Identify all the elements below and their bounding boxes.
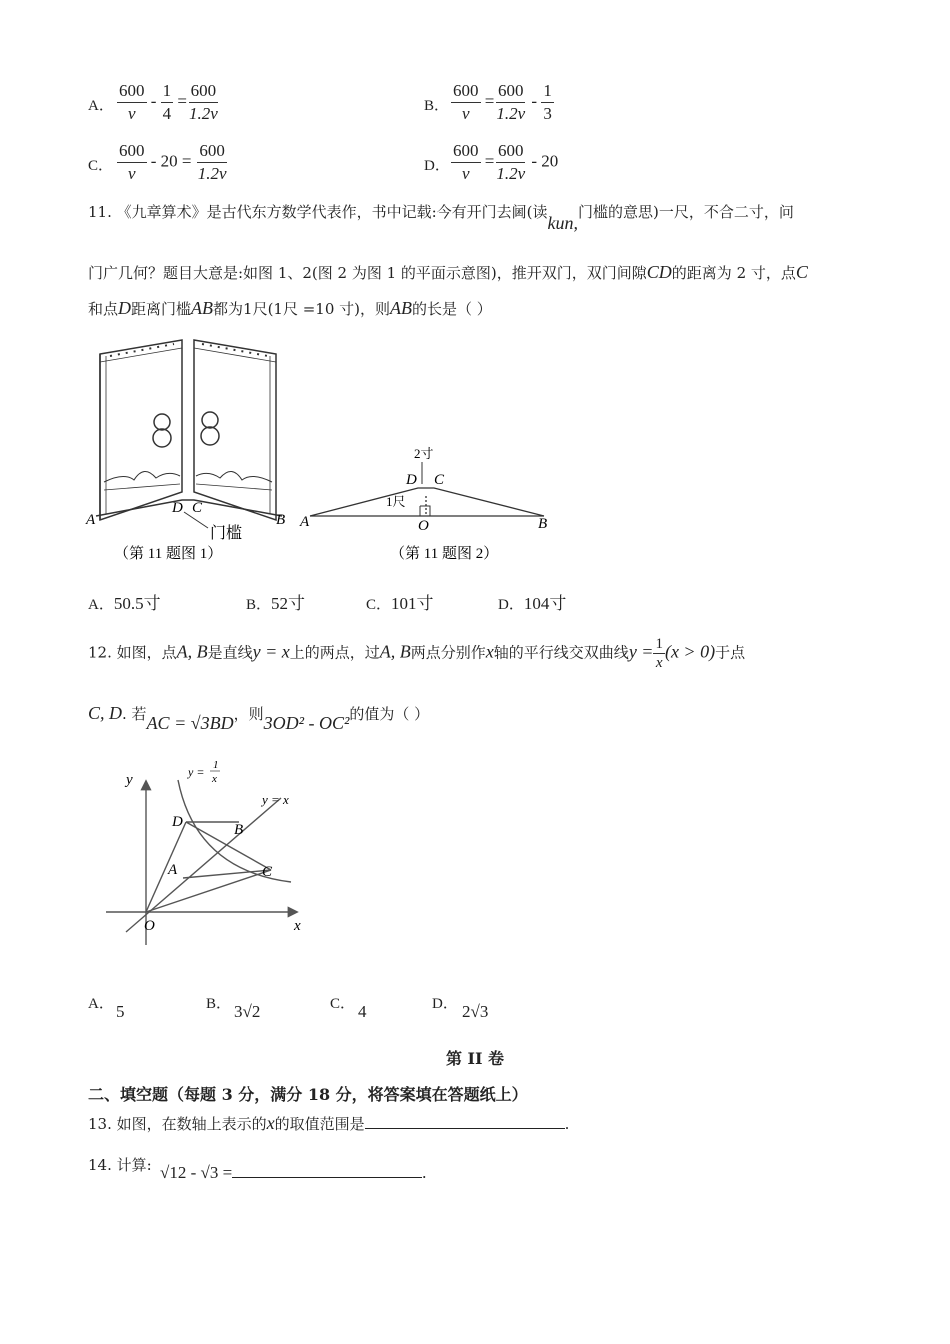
fig1-label-b: B (276, 512, 286, 528)
graph-label-b: B (234, 822, 244, 838)
section-heading: 二、填空题（每题 3 分，满分 18 分，将答案填在答题纸上） (88, 1085, 528, 1104)
graph-curve-den: x (212, 773, 217, 785)
fraction: $\frac{1}{4}$ (162, 81, 172, 123)
fraction: $\frac{600}{v}$ (453, 141, 479, 183)
fraction: $\frac{600}{1.2v}$ (496, 141, 526, 183)
q11-line-2: 门广几何？题目大意是:如图 1、2(图 2 为图 1 的平面示意图)，推开双门，双门间隙CD的距离为 2 寸，点C (88, 262, 808, 282)
section-title: 第 II 卷 (445, 1049, 505, 1068)
right-door (194, 340, 276, 520)
fig1-label-c: C (192, 500, 203, 516)
door-ring-left (154, 414, 170, 430)
q14: 14. 计算: (88, 1156, 152, 1174)
q12-option-b-value: 3√2 (234, 1002, 261, 1021)
fig2-label-c: C (434, 472, 445, 488)
graph-label-c: C (262, 864, 273, 880)
graph-label-o: O (144, 918, 155, 934)
q14-answer-blank[interactable] (232, 1177, 422, 1178)
fraction: $\frac{600}{v}$ (453, 81, 479, 123)
fraction: $\frac{600}{1.2v}$ (197, 141, 227, 183)
q12-option-d-label: D． (432, 996, 458, 1012)
fig2-label-b: B (538, 516, 548, 532)
fig2-label-d: D (406, 472, 417, 488)
q11-figure-1 (84, 332, 304, 572)
doors-plan (310, 488, 544, 516)
q14-expr: √12 - √3 = . (160, 1163, 427, 1182)
q11-option-c: C．101寸 (366, 594, 434, 613)
fig1-caption: （第 11 题图 1） (114, 546, 223, 562)
q12-option-d-value: 2√3 (462, 1002, 489, 1021)
q12-line-2: C, D. 若AC = √3BD，则3OD² - OC²的值为（ ） (88, 703, 430, 733)
q11-option-d: D．104寸 (498, 594, 567, 613)
q12-option-c-label: C． (330, 996, 356, 1012)
threshold (96, 500, 282, 516)
left-door (100, 340, 182, 520)
fig1-label-menkan: 门槛 (210, 525, 243, 542)
q10-option-b-expr: $\frac{600}{v}$ = $\frac{600}{1.2v}$ - $\frac{1}{3}$ (453, 81, 552, 123)
q12-option-b-label: B． (206, 996, 232, 1012)
q13: 13. 如图，在数轴上表示的x的取值范围是 . (88, 1113, 570, 1133)
fraction: $\frac{1}{x}$ (655, 636, 663, 671)
q12-line-1: 12. 如图，点A, B是直线y = x上的两点，过A, B两点分别作x轴的平行线交双曲线y = $\frac{1}{x}$ (x > 0)于点 (88, 636, 746, 671)
segment-od (146, 822, 186, 912)
graph-curve-num: 1 (213, 760, 219, 771)
q11-figure-2 (298, 440, 558, 570)
graph-label-y: y (126, 772, 133, 788)
q10-option-b: B． (424, 98, 450, 114)
fraction: $\frac{600}{v}$ (119, 81, 145, 123)
fig2-label-1chi: 1尺 (386, 494, 406, 509)
fraction: $\frac{600}{v}$ (119, 141, 145, 183)
q13-answer-blank[interactable] (365, 1128, 565, 1129)
q12-graph (96, 760, 316, 960)
segment-dc (186, 822, 271, 870)
q11-option-b: B．52寸 (246, 594, 306, 613)
graph-curve-label: y = (188, 765, 205, 779)
q11-line-1: 11. 《九章算术》是古代东方数学代表作，书中记载:今有开门去阃(读kun,门槛的意思)一尺，不合二寸，问 (88, 203, 794, 233)
fraction: $\frac{600}{1.2v}$ (189, 81, 218, 123)
q12-option-a-label: A． (88, 996, 114, 1012)
fig2-label-o: O (418, 518, 429, 534)
q11-option-a: A．50.5寸 (88, 594, 161, 613)
q10-option-c: C． (88, 158, 114, 174)
q10-option-d-expr: $\frac{600}{v}$ = $\frac{600}{1.2v}$ - 20 (453, 141, 559, 183)
q10-option-d: D． (424, 158, 450, 174)
q10-option-c-expr: $\frac{600}{v}$ - 20 = $\frac{600}{1.2v}$ (119, 141, 227, 183)
fig2-label-2cun: 2寸 (414, 446, 434, 461)
fig1-label-a: A (86, 512, 96, 528)
fig2-label-a: A (300, 514, 310, 530)
fig2-caption: （第 11 题图 2） (390, 546, 499, 562)
q12-option-c-value: 4 (358, 1002, 367, 1021)
fraction: $\frac{1}{3}$ (543, 81, 552, 123)
fraction: $\frac{600}{1.2v}$ (496, 81, 526, 123)
graph-line-label: y = x (262, 792, 289, 807)
q12-option-a-value: 5 (116, 1002, 125, 1021)
fig1-label-d: D (172, 500, 183, 516)
graph-label-a: A (168, 862, 178, 878)
graph-label-x: x (294, 918, 301, 934)
graph-label-d: D (172, 814, 183, 830)
q11-line-3: 和点D距离门槛AB都为1尺(1尺 =10 寸)，则AB的长是（ ） (88, 298, 492, 318)
q10-option-a: A． (88, 98, 114, 114)
q10-option-a-expr: $\frac{600}{v}$ - $\frac{1}{4}$ = $\frac{600}{1.2v}$ (119, 81, 218, 123)
door-ring-right (202, 412, 218, 428)
